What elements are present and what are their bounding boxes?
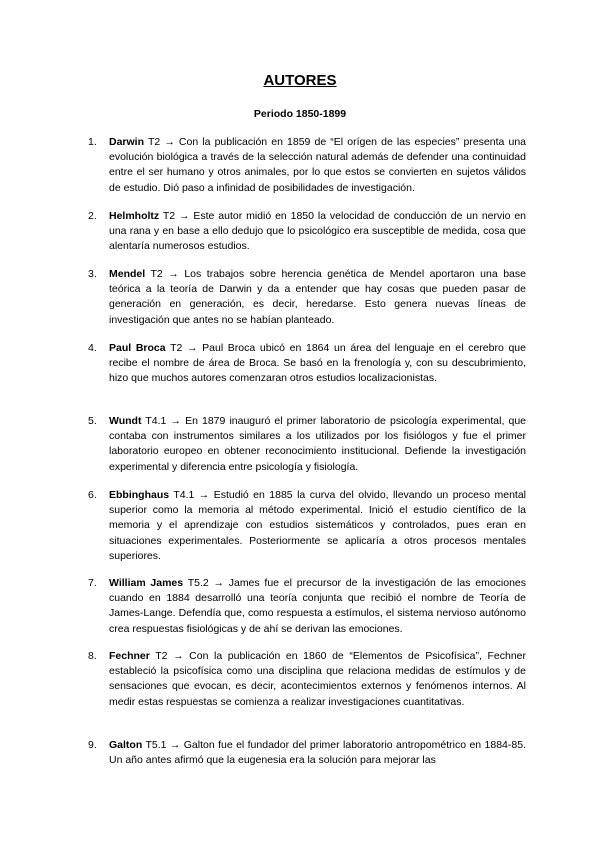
item-text: T5.2 → James fue el precursor de la investigación de las emociones cuando en 1884 desarrolló una teoría conjunta que recibió el nombre de Teoría de James-Lange. Defendía que, como respuesta a estímulos, el sistema nervioso autónomo crea respuestas fisiológicas y de ahí se derivan las emociones. <box>109 577 527 635</box>
list-item <box>88 414 526 475</box>
author-name: Helmholtz <box>109 210 160 222</box>
page-subtitle: Periodo 1850-1899 <box>253 108 347 120</box>
list-item <box>88 488 526 564</box>
item-text: T2 → Con la publicación en 1860 de “Elementos de Psicofísica”, Fechner estableció la psicofísica como una disciplina que relaciona medidas de estímulos y de sensaciones que evocan, es decir, acontecimientos externos y fenómenos internos. Al medir estas respuestas se comienza a realizar investigaciones cuantitativas. <box>109 650 526 708</box>
item-number: 3. <box>88 268 97 280</box>
item-number: 4. <box>88 342 97 354</box>
author-name: Darwin <box>109 136 145 148</box>
author-name: William James <box>109 577 184 589</box>
author-name: Wundt <box>109 415 142 427</box>
item-text: T4.1 → Estudió en 1885 la curva del olvido, llevando un proceso mental superior como la memoria al método experimental. Inició el estudio científico de la memoria y el aprendizaje con estudios sistemáticos y controlados, pues eran en situaciones experimentales. Posteriormente se aplicaría a otros procesos mentales superiores. <box>109 489 526 562</box>
item-number: 6. <box>88 489 97 501</box>
item-number: 9. <box>88 739 97 751</box>
item-number: 5. <box>88 415 97 427</box>
item-text: T2 → Este autor midió en 1850 la velocidad de conducción de un nervio en una rana y en base a ello dedujo que lo psicológico era susceptible de medida, cosa que alentaría numerosos estudios. <box>109 210 527 253</box>
item-number: 2. <box>88 210 97 222</box>
item-number: 1. <box>88 136 97 148</box>
item-number: 7. <box>88 577 97 589</box>
author-name: Fechner <box>109 650 150 662</box>
list-item <box>88 135 527 196</box>
author-name: Mendel <box>109 268 146 280</box>
item-text: T2 → Con la publicación en 1859 de “El orígen de las especies” presenta una evolución biológica a través de la selección natural además de defender una continuidad entre el ser humano y otros animales, por lo que estos se convierten en sujetos válidos de estudio. Dió paso a infinidad de posibilidades de investigación. <box>109 136 527 194</box>
item-text: T2 → Paul Broca ubicó en 1864 un área del lenguaje en el cerebro que recibe el nombre de área de Broca. Se basó en la frenología y, con su descubrimiento, hizo que muchos autores comenzaran otros estudios localizacionistas. <box>109 342 526 385</box>
list-item <box>88 209 527 255</box>
list-item <box>88 649 526 710</box>
list-item <box>88 738 526 768</box>
list-item <box>88 576 527 637</box>
item-text: T2 → Los trabajos sobre herencia genética de Mendel aportaron una base teórica a la teoría de Darwin y da a entender que hay cosas que pueden pasar de generación en generación, es decir, heredarse. Esto genera nuevas líneas de investigación que antes no se habían planteado. <box>109 268 526 326</box>
page-title: AUTORES <box>263 72 337 89</box>
item-number: 8. <box>88 650 97 662</box>
author-name: Ebbinghaus <box>109 489 170 501</box>
list-item <box>88 267 526 328</box>
list-item <box>88 341 526 387</box>
item-text: T4.1 → En 1879 inauguró el primer laboratorio de psicología experimental, que contaba con instrumentos similares a los utilizados por los fisiólogos y fue el primer laboratorio europeo en obtener reconocimiento institucional. Defiende la investigación experimental y diferencia entre psicología y fisiología. <box>109 415 526 473</box>
author-name: Galton <box>109 739 143 751</box>
author-name: Paul Broca <box>109 342 166 354</box>
item-text: T5.1 → Galton fue el fundador del primer laboratorio antropométrico en 1884-85. Un año antes afirmó que la eugenesia era la solución para mejorar las <box>109 739 526 767</box>
